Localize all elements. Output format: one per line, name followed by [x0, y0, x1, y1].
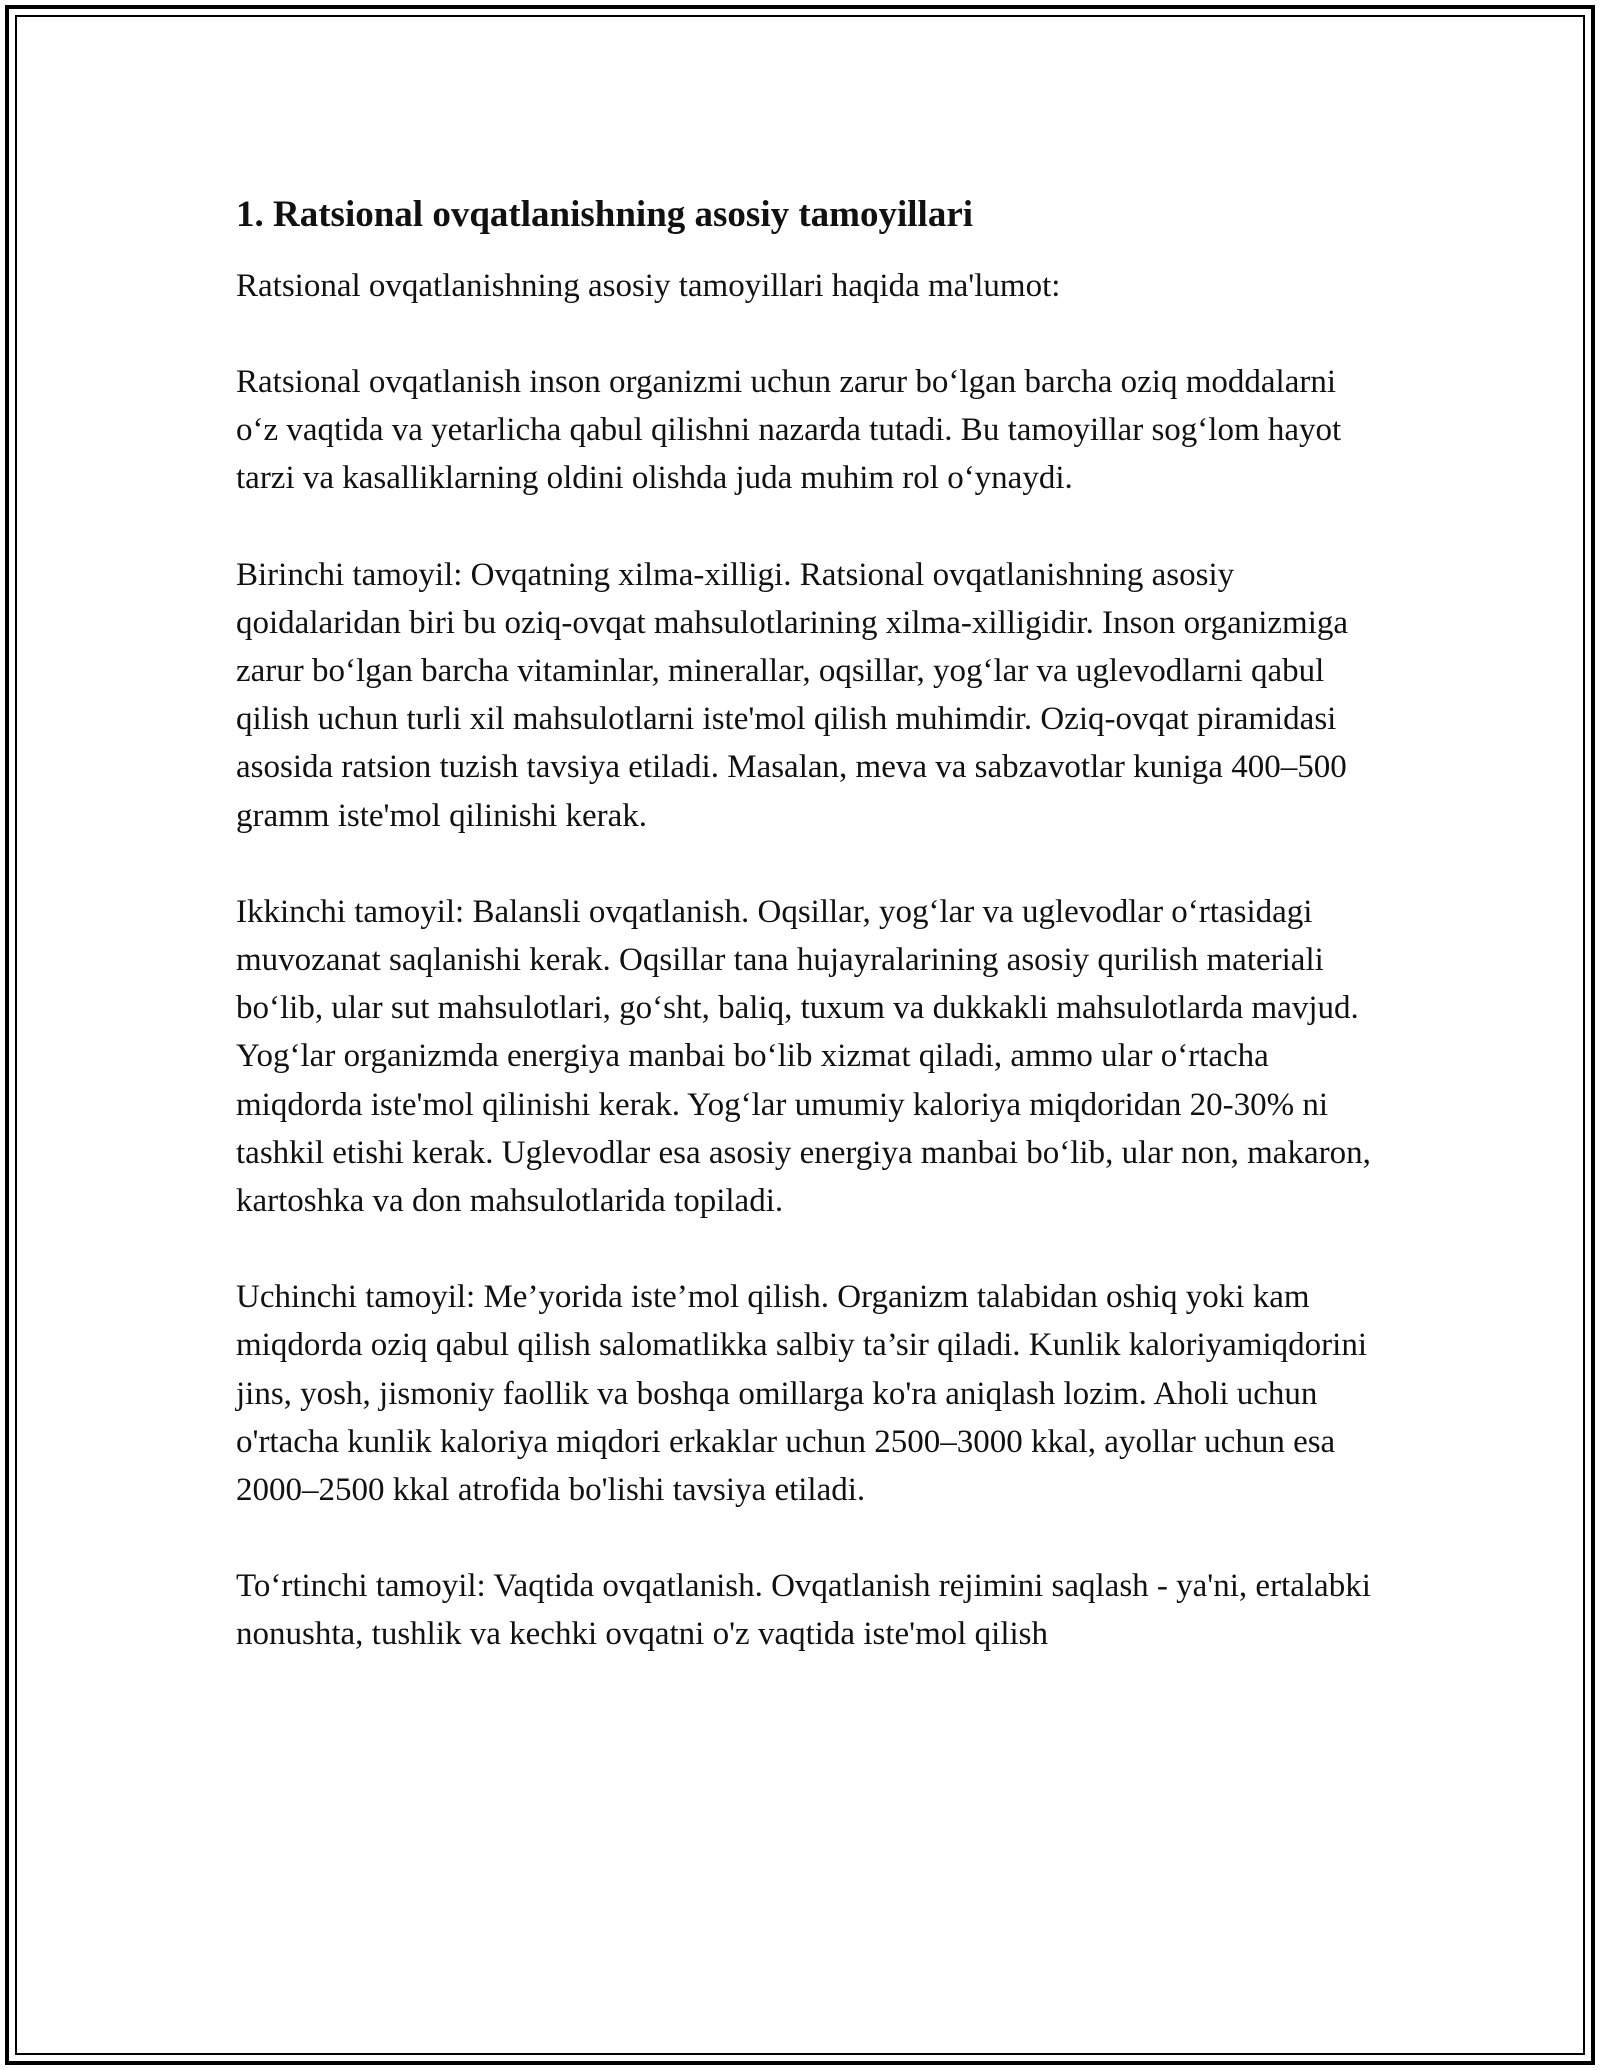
- paragraph-overview: Ratsional ovqatlanish inson organizmi uchun zarur bo‘lgan barcha oziq moddalarni o‘z vaqtida va yetarlicha qabul qilishni nazarda tutadi. Bu tamoyillar sog‘lom hayot tarzi va kasalliklarning oldini olishda juda muhim rol o‘ynaydi.: [236, 364, 1342, 497]
- paragraph-principle-2: Ikkinchi tamoyil: Balansli ovqatlanish. Oqsillar, yog‘lar va uglevodlar o‘rtasidagi muvozanat saqlanishi kerak. Oqsillar tana hujayralarining asosiy qurilish materiali bo‘lib, ular sut mahsulotlari, go‘sht, baliq, tuxum va dukkakli mahsulotlarda mavjud. Yog‘lar organizmda energiya manbai bo‘lib xizmat qiladi, ammo ular o‘rtacha miqdorda iste'mol qilinishi kerak. Yog‘lar umumiy kaloriya miqdoridan 20-30% ni tashkil etishi kerak. Uglevodlar esa asosiy energiya manbai bo‘lib, ular non, makaron, kartoshka va don mahsulotlarida topiladi.: [236, 893, 1371, 1220]
- intro-paragraph: Ratsional ovqatlanishning asosiy tamoyillari haqida ma'lumot:: [236, 268, 1061, 304]
- document-body: [236, 190, 1386, 1707]
- section-heading: 1. Ratsional ovqatlanishning asosiy tamoyillari: [236, 194, 974, 235]
- paragraph-principle-3: Uchinchi tamoyil: Me’yorida iste’mol qilish. Organizm talabidan oshiq yoki kam miqdorda oziq qabul qilish salomatlikka salbiy ta’sir qiladi. Kunlik kaloriyamiqdorini jins, yosh, jismoniy faollik va boshqa omillarga ko'ra aniqlash lozim. Aholi uchun o'rtacha kunlik kaloriya miqdori erkaklar uchun 2500–3000 kkal, ayollar uchun esa 2000–2500 kkal atrofida bo'lishi tavsiya etiladi.: [236, 1279, 1367, 1509]
- paragraph-principle-1: Birinchi tamoyil: Ovqatning xilma-xilligi. Ratsional ovqatlanishning asosiy qoidalaridan biri bu oziq-ovqat mahsulotlarining xilma-xilligidir. Inson organizmiga zarur bo‘lgan barcha vitaminlar, minerallar, oqsillar, yog‘lar va uglevodlarni qabul qilish uchun turli xil mahsulotlarni iste'mol qilish muhimdir. Oziq-ovqat piramidasi asosida ratsion tuzish tavsiya etiladi. Masalan, meva va sabzavotlar kuniga 400–500 gramm iste'mol qilinishi kerak.: [236, 556, 1349, 834]
- paragraph-principle-4: To‘rtinchi tamoyil: Vaqtida ovqatlanish. Ovqatlanish rejimini saqlash - ya'ni, ertalabki nonushta, tushlik va kechki ovqatni o'z vaqtida iste'mol qilish: [236, 1568, 1371, 1653]
